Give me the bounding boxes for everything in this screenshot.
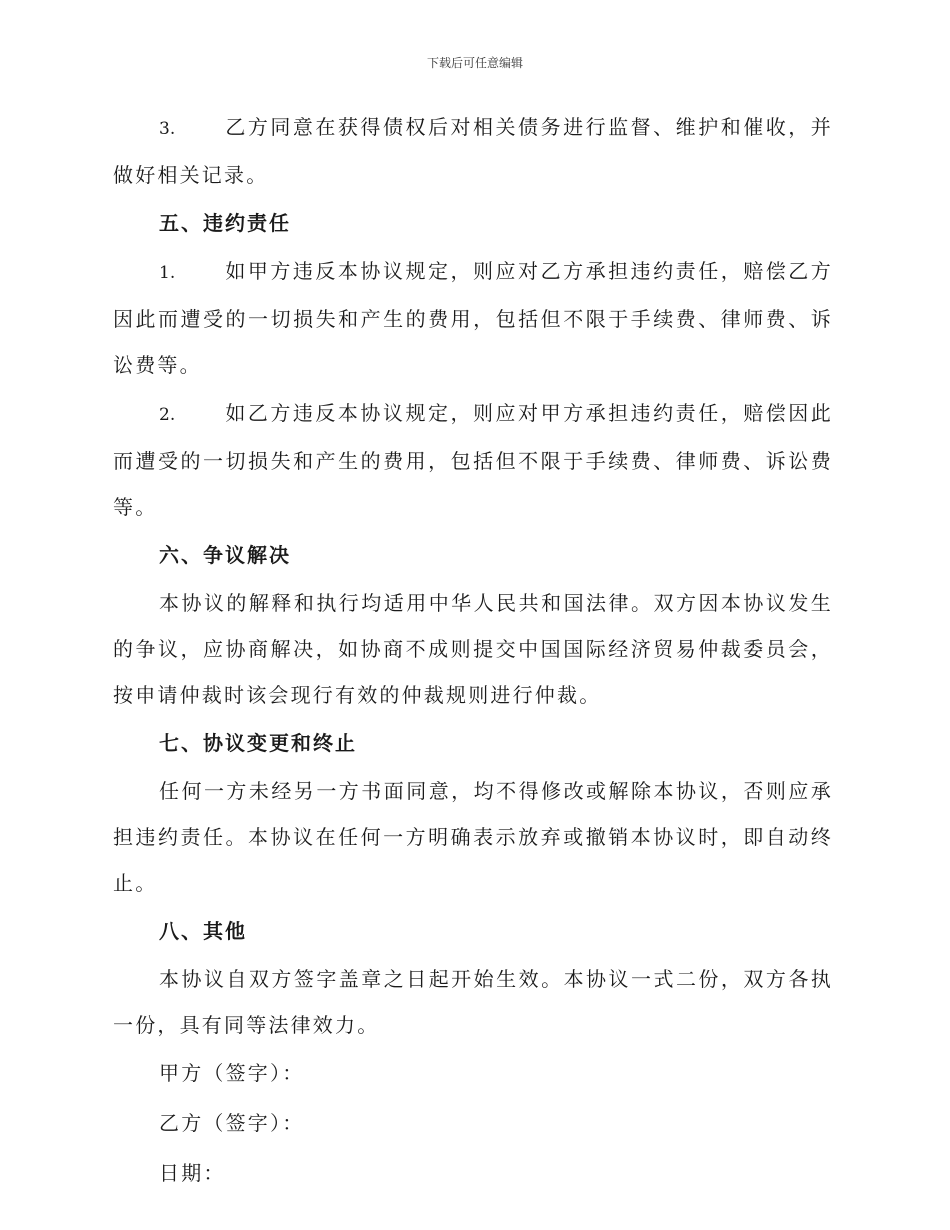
clause-text: 如甲方违反本协议规定，则应对乙方承担违约责任，赔偿乙方因此而遭受的一切损失和产生的费用，包括但不限于手续费、律师费、诉讼费等。	[113, 259, 833, 377]
breach-clause-2	[113, 390, 833, 530]
clause-text: 乙方同意在获得债权后对相关债务进行监督、维护和催收，并做好相关记录。	[113, 115, 833, 187]
clause-text: 如乙方违反本协议规定，则应对甲方承担违约责任，赔偿因此而遭受的一切损失和产生的费用，包括但不限于手续费、律师费、诉讼费等。	[113, 401, 833, 519]
party-a-signature: 甲方（签字）：	[159, 1061, 305, 1085]
party-b-signature: 乙方（签字）：	[159, 1111, 305, 1135]
header-note: 下载后可任意编辑	[426, 56, 523, 70]
termination-paragraph: 任何一方未经另一方书面同意，均不得修改或解除本协议，否则应承担违约责任。本协议在任何一方明确表示放弃或撤销本协议时，即自动终止。	[113, 779, 833, 895]
dispute-paragraph: 本协议的解释和执行均适用中华人民共和国法律。双方因本协议发生的争议，应协商解决，如协商不成则提交中国国际经济贸易仲裁委员会，按申请仲裁时该会现行有效的仲裁规则进行仲裁。	[113, 591, 833, 707]
section-heading-dispute: 六、争议解决	[159, 543, 291, 567]
section-heading-termination: 七、协议变更和终止	[159, 731, 357, 755]
breach-clause-1	[113, 248, 833, 388]
clause-number: 1.	[159, 263, 176, 283]
document-body	[113, 104, 833, 1200]
section-heading-other: 八、其他	[159, 919, 247, 943]
clause-number: 3.	[159, 119, 176, 139]
clause-item-3	[113, 104, 833, 198]
section-heading-breach: 五、违约责任	[159, 211, 291, 235]
signature-date: 日期：	[159, 1161, 226, 1185]
clause-number: 2.	[159, 405, 176, 425]
other-paragraph: 本协议自双方签字盖章之日起开始生效。本协议一式二份，双方各执一份，具有同等法律效力。	[113, 967, 833, 1037]
